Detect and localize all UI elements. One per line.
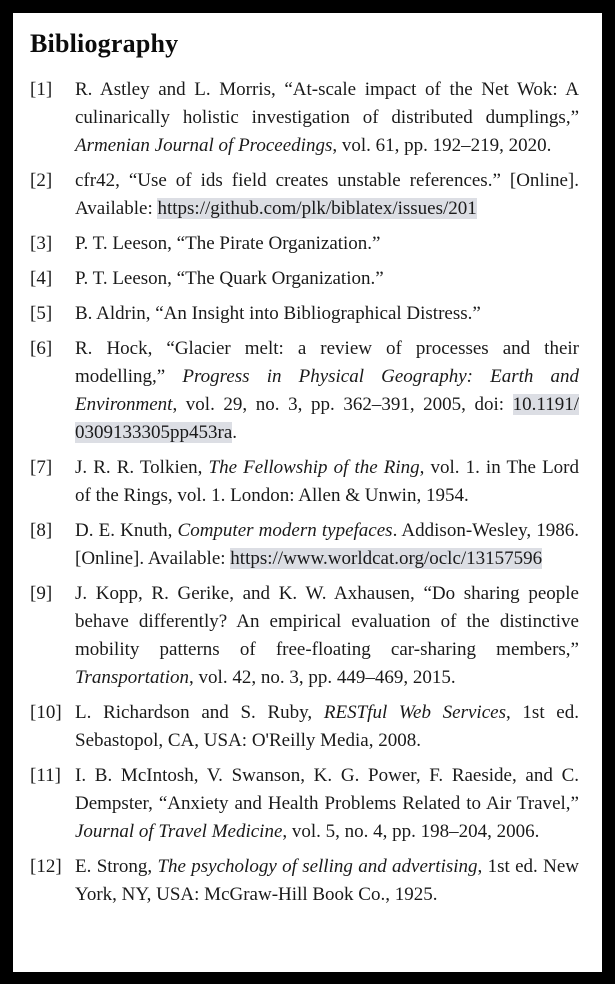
- reference-text: [75, 583, 579, 688]
- reference-segment: R. Hock, “Glacier melt: a review of processes and their modelling,”: [75, 338, 579, 387]
- reference-text: [75, 338, 579, 443]
- reference-segment: D. E. Knuth,: [75, 520, 178, 541]
- reference-item: [30, 335, 579, 447]
- reference-link[interactable]: 10.1191/​0309133305pp453ra: [75, 394, 579, 443]
- reference-segment: P. T. Leeson, “The Quark Organization.”: [75, 268, 384, 289]
- reference-title-italic: Transportation: [75, 667, 190, 688]
- reference-item: [30, 853, 579, 909]
- reference-text: [75, 170, 579, 219]
- reference-text: [75, 79, 579, 156]
- reference-label: [12]: [30, 856, 62, 877]
- reference-link[interactable]: https:/​/​www.worldcat.org/​oclc/​13157596: [230, 548, 543, 569]
- reference-segment: cfr42, “Use of ids field creates unstable references.” [Online]. Available:: [75, 170, 579, 219]
- reference-label: [1]: [30, 79, 53, 100]
- reference-segment: .: [232, 422, 238, 443]
- reference-text: [75, 765, 579, 842]
- reference-label: [11]: [30, 765, 61, 786]
- reference-segment: L. Richardson and S. Ruby,: [75, 702, 324, 723]
- reference-segment: , vol. 61, pp. 192–219, 2020.: [332, 135, 552, 156]
- reference-title-italic: Armenian Journal of Proceedings: [75, 135, 333, 156]
- reference-text: [75, 457, 579, 506]
- reference-link[interactable]: https:/​/​github.com/​plk/​biblatex/​issues/​201: [157, 198, 477, 219]
- document-page: [13, 13, 602, 972]
- reference-label: [9]: [30, 583, 53, 604]
- reference-text: [75, 233, 381, 254]
- reference-title-italic: The psychology of selling and advertising: [157, 856, 478, 877]
- reference-label: [8]: [30, 520, 53, 541]
- reference-segment: B. Aldrin, “An Insight into Bibliographical Distress.”: [75, 303, 481, 324]
- reference-item: [30, 517, 579, 573]
- reference-item: [30, 762, 579, 846]
- reference-label: [5]: [30, 303, 53, 324]
- reference-segment: R. Astley and L. Morris, “At-scale impact of the Net Wok: A culinarically holistic investigation of distributed dumplings,”: [75, 79, 579, 128]
- reference-title-italic: The Fellowship of the Ring: [208, 457, 420, 478]
- reference-segment: , vol. 1. in The Lord of the Rings, vol. 1. London: Allen & Unwin, 1954.: [75, 457, 580, 506]
- reference-text: [75, 268, 384, 289]
- reference-label: [3]: [30, 233, 53, 254]
- reference-label: [6]: [30, 338, 53, 359]
- reference-segment: J. Kopp, R. Gerike, and K. W. Axhausen, “Do sharing people behave differently? An empirical evaluation of the distinctive mobility patterns of free-floating car-sharing members,”: [75, 583, 579, 660]
- page-title: Bibliography: [30, 29, 179, 58]
- reference-item: [30, 454, 579, 510]
- reference-item: [30, 76, 579, 160]
- reference-segment: , vol. 42, no. 3, pp. 449–469, 2015.: [189, 667, 456, 688]
- reference-item: [30, 230, 579, 258]
- reference-item: [30, 167, 579, 223]
- reference-item: [30, 300, 579, 328]
- reference-segment: P. T. Leeson, “The Pirate Organization.”: [75, 233, 381, 254]
- reference-item: [30, 580, 579, 692]
- reference-title-italic: RESTful Web Services: [323, 702, 506, 723]
- reference-segment: . Addison-Wesley, 1986. [Online]. Available:: [75, 520, 580, 569]
- reference-label: [4]: [30, 268, 53, 289]
- reference-segment: I. B. McIntosh, V. Swanson, K. G. Power, F. Raeside, and C. Dempster, “Anxiety and Health Problems Related to Air Travel,”: [75, 765, 579, 814]
- reference-title-italic: Progress in Physical Geography: Earth and Environment: [75, 366, 579, 415]
- reference-label: [7]: [30, 457, 53, 478]
- reference-text: [75, 856, 579, 905]
- reference-text: [75, 303, 481, 324]
- reference-item: [30, 265, 579, 293]
- reference-label: [10]: [30, 702, 62, 723]
- reference-text: [75, 702, 579, 751]
- reference-segment: J. R. R. Tolkien,: [75, 457, 209, 478]
- reference-segment: , vol. 5, no. 4, pp. 198–204, 2006.: [282, 821, 540, 842]
- reference-text: [75, 520, 579, 569]
- reference-list: [30, 76, 579, 909]
- reference-item: [30, 699, 579, 755]
- reference-title-italic: Journal of Travel Medicine: [75, 821, 283, 842]
- reference-segment: E. Strong,: [75, 856, 158, 877]
- reference-segment: , 1st ed. New York, NY, USA: McGraw-Hill Book Co., 1925.: [75, 856, 580, 905]
- reference-segment: , 1st ed. Sebastopol, CA, USA: O'Reilly Media, 2008.: [75, 702, 579, 751]
- reference-segment: , vol. 29, no. 3, pp. 362–391, 2005, doi:: [172, 394, 513, 415]
- reference-title-italic: Computer modern typefaces: [177, 520, 393, 541]
- reference-label: [2]: [30, 170, 53, 191]
